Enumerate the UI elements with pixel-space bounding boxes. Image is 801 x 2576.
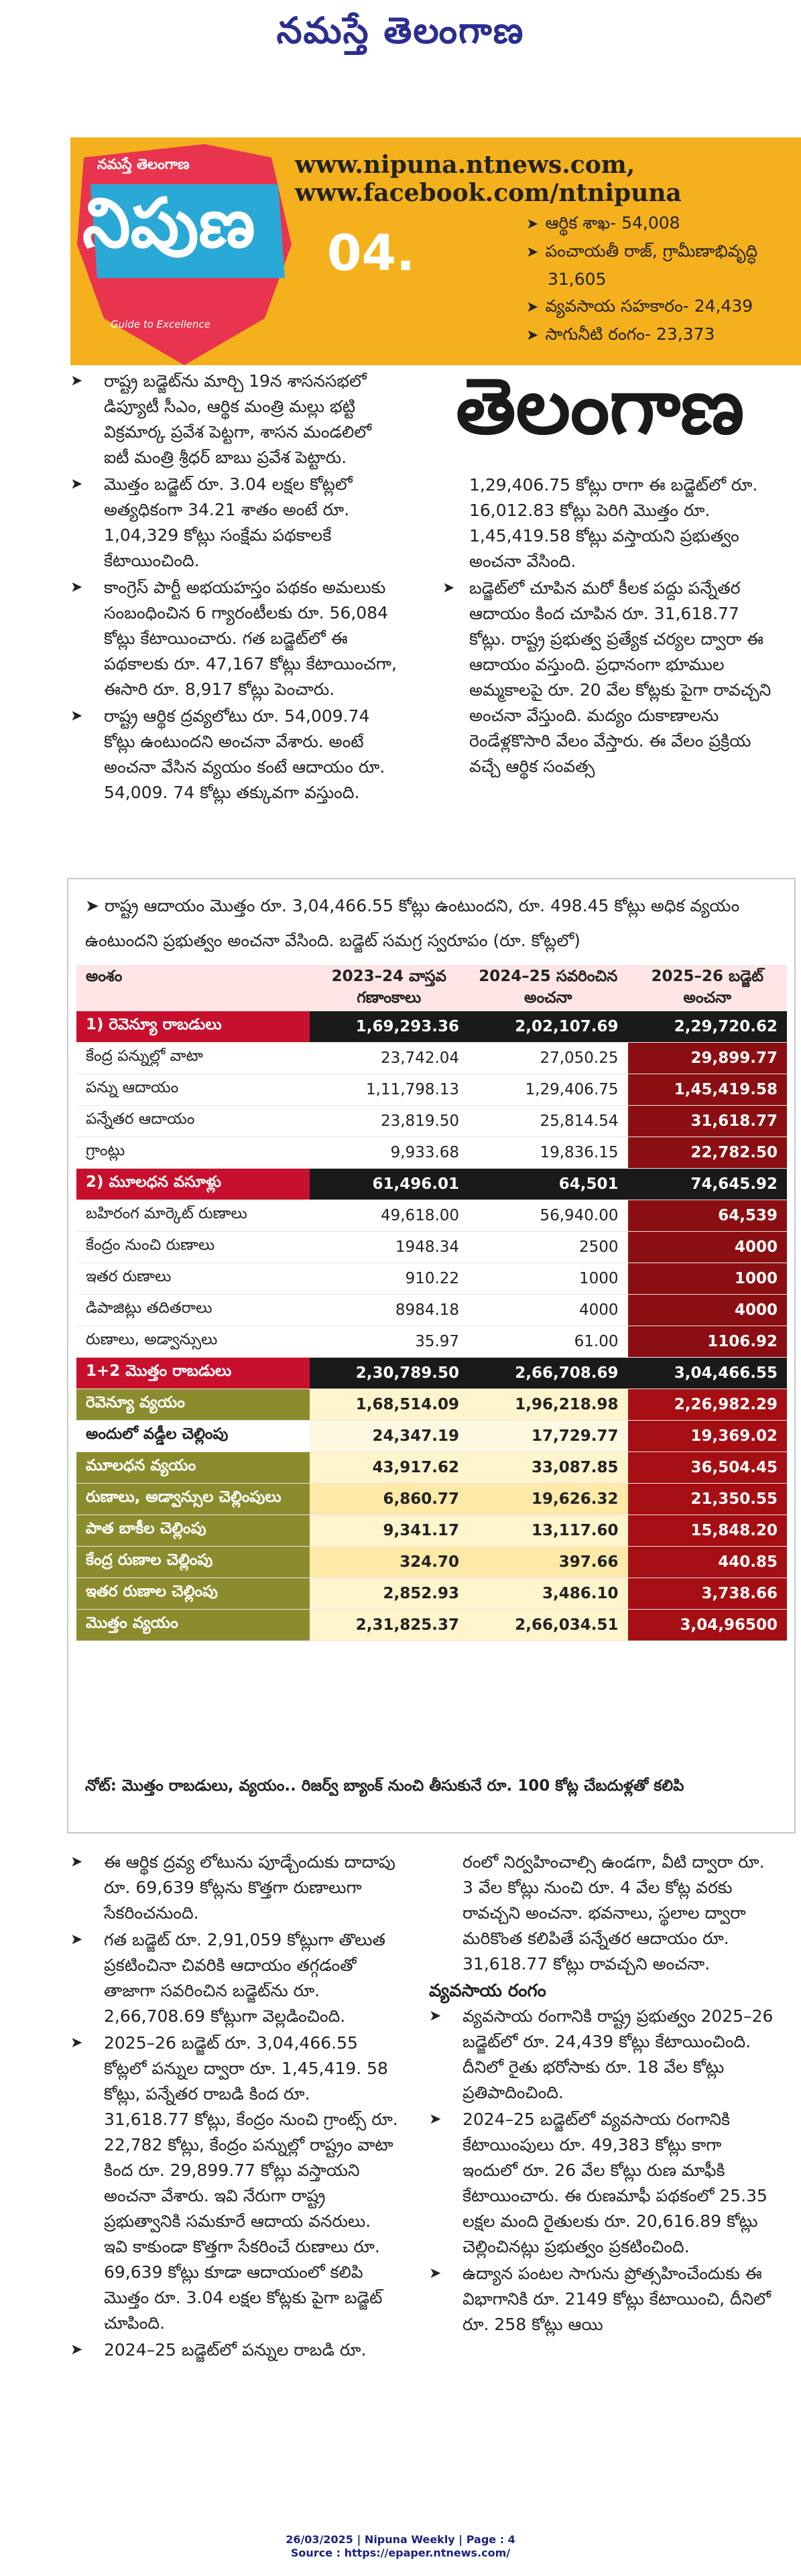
cell-value: 2,852.93 [310, 1578, 469, 1610]
facebook-url[interactable]: www.facebook.com/ntnipuna [295, 179, 682, 207]
table-row [76, 1515, 787, 1547]
table-row [76, 1106, 787, 1137]
paragraph: ➤ వ్యవసాయ రంగానికి రాష్ట్ర ప్రభుత్వం 2025–26 బడ్జెట్‌లో రూ. 24,439 కోట్లు కేటాయించింది. దీనిలో రైతు భరోసాకు రూ. 18 వేల కోట్లు ప్రతిపాదించింది. [429, 2004, 778, 2106]
cell-value: 1,29,406.75 [469, 1074, 627, 1106]
cell-value: 2500 [469, 1232, 627, 1263]
cell-value: 397.66 [469, 1547, 627, 1578]
budget-table [76, 965, 787, 1641]
cell-value: 23,742.04 [310, 1043, 469, 1074]
paragraph: ➤ 2024–25 బడ్జెట్‌లో పన్నుల రాబడి రూ. [70, 2337, 399, 2363]
cell-value: 4000 [628, 1295, 787, 1326]
paragraph: 1,29,406.75 కోట్లు రాగా ఈ బడ్జెట్‌లో రూ. 16,012.83 కోట్లు పెరిగి మొత్తం రూ. 1,45,419.58 కోట్లు వస్తాయని ప్రభుత్వం అంచనా వేసింది. [469, 475, 758, 571]
cell-value: 61,496.01 [310, 1169, 469, 1200]
issue-number: 04. [327, 224, 416, 282]
table-note: నోట్: మొత్తం రాబడులు, వ్యయం.. రిజర్వ్ బ్యాంక్ నుంచి తీసుకునే రూ. 100 కోట్ల చేబదుళ్లతో కలిపి [85, 1777, 684, 1795]
cell-value: 19,626.32 [469, 1484, 627, 1515]
cell-value: 25,814.54 [469, 1106, 627, 1137]
table-row [76, 1137, 787, 1169]
cell-value: 9,341.17 [310, 1515, 469, 1547]
row-label: కేంద్ర పన్నుల్లో వాటా [76, 1043, 310, 1074]
arrow-bullet-icon: ➤ [70, 373, 83, 389]
paragraph: ➤ ఈ ఆర్థిక ద్రవ్య లోటును పూడ్చేందుకు దాదాపు రూ. 69,639 కోట్లను కొత్తగా రుణాలుగా సేకరించనుంది. [70, 1850, 399, 1926]
table-row [76, 1263, 787, 1295]
paragraph: ➤ మొత్తం బడ్జెట్ రూ. 3.04 లక్షల కోట్లలో అత్యధికంగా 34.21 శాతం అంటే రూ. 1,04,329 కోట్లు సంక్షేమ పథకాలకే కేటాయించింది. [70, 472, 399, 574]
table-row [76, 1578, 787, 1610]
table-row [76, 1200, 787, 1232]
badge-top-text: నమస్తే తెలంగాణ [97, 156, 190, 172]
row-label: రుణాలు, అడ్వాన్సుల చెల్లింపులు [76, 1484, 310, 1515]
section-heading: వ్యవసాయ రంగం [429, 1981, 546, 2001]
row-label: కేంద్రం నుంచి రుణాలు [76, 1232, 310, 1263]
cell-value: 56,940.00 [469, 1200, 627, 1232]
arrow-bullet-icon: ➤ [70, 2341, 83, 2358]
cell-value: 64,539 [628, 1200, 787, 1232]
cell-value: 1000 [469, 1263, 627, 1295]
cell-value: 36,504.45 [628, 1452, 787, 1484]
cell-value: 74,645.92 [628, 1169, 787, 1200]
banner-urls [295, 151, 682, 207]
cell-value: 324.70 [310, 1547, 469, 1578]
paragraph: ➤ కాంగ్రెస్ పార్టీ అభయహస్తం పథకం అమలుకు సంబంధించిన 6 గ్యారంటీలకు రూ. 56,084 కోట్లు కేటాయించారు. గత బడ్జెట్‌లో ఈ పథకాలకు రూ. 47,167 కోట్లు కేటాయించగా, ఈసారి రూ. 8,917 కోట్లు పెంచారు. [70, 575, 399, 702]
cell-value: 1,45,419.58 [628, 1074, 787, 1106]
cell-value: 2,31,825.37 [310, 1610, 469, 1641]
arrow-bullet-icon: ➤ [429, 2265, 442, 2282]
cell-value: 2,26,982.29 [628, 1389, 787, 1421]
cell-value: 910.22 [310, 1263, 469, 1295]
arrow-bullet-icon: ➤ [429, 2008, 442, 2024]
masthead [0, 0, 801, 60]
arrow-bullet-icon: ➤ [70, 1931, 83, 1948]
cell-value: 49,618.00 [310, 1200, 469, 1232]
cell-value: 440.85 [628, 1547, 787, 1578]
cell-value: 8984.18 [310, 1295, 469, 1326]
right-column-top [442, 472, 778, 781]
table-row [76, 1043, 787, 1074]
table-row [76, 1389, 787, 1421]
table-row [76, 1074, 787, 1106]
budget-table-box [67, 878, 796, 1833]
cell-value: 4000 [628, 1232, 787, 1263]
row-label: 1) రెవెన్యూ రాబడులు [76, 1011, 310, 1043]
table-row [76, 1232, 787, 1263]
allocation-item: ➤ సాగునీటి రంగం- 23,373 [526, 324, 715, 344]
cell-value: 1,11,798.13 [310, 1074, 469, 1106]
footer-source-line[interactable]: Source : https://epaper.ntnews.com/ [290, 2547, 511, 2559]
cell-value: 1948.34 [310, 1232, 469, 1263]
arrow-bullet-icon: ➤ [70, 579, 83, 596]
paragraph: ➤ 2025–26 బడ్జెట్ రూ. 3,04,466.55 కోట్లలో పన్నుల ద్వారా రూ. 1,45,419. 58 కోట్లు, పన్నేతర రాబడి కింద రూ. 31,618.77 కోట్లు, కేంద్రం నుంచి గ్రాంట్స్ రూ. 22,782 కోట్లు, కేంద్రం పన్నుల్లో రాష్ట్రం వాటా కింద రూ. 29,899.77 కోట్లు వస్తాయని అంచనా వేశారు. ఇవి నేరుగా రాష్ట్ర ప్రభుత్వానికి సమకూరే ఆదాయ వనరులు. ఇవి కాకుండా కొత్తగా సేకరించే రుణాలు రూ. 69,639 కోట్లు కూడా ఆదాయంలో కలిపి మొత్తం రూ. 3.04 లక్షల కోట్లకు పైగా బడ్జెట్ చూపింది. [70, 2031, 399, 2336]
row-label: పాత బాకీల చెల్లింపు [76, 1515, 310, 1547]
allocation-item: ➤ వ్యవసాయ సహకారం- 24,439 [526, 296, 753, 316]
cell-value: 29,899.77 [628, 1043, 787, 1074]
row-label: డిపాజిట్లు తదితరాలు [76, 1295, 310, 1326]
cell-value: 3,486.10 [469, 1578, 627, 1610]
badge-main-text: నిపుణ [82, 183, 255, 263]
paragraph: ➤ గత బడ్జెట్ రూ. 2,91,059 కోట్లుగా తొలుత ప్రకటించినా చివరికి ఆదాయం తగ్గడంతో తాజాగా సవరించిన బడ్జెట్‌ను రూ. 2,66,708.69 కోట్లుగా వెల్లడించింది. [70, 1927, 399, 2029]
badge-tagline: Guide to Excellence [111, 318, 211, 330]
cell-value: 1,69,293.36 [310, 1011, 469, 1043]
cell-value: 31,618.77 [628, 1106, 787, 1137]
table-row [76, 1169, 787, 1200]
table-row [76, 1547, 787, 1578]
row-label: పన్ను ఆదాయం [76, 1074, 310, 1106]
table-row [76, 1610, 787, 1641]
page-footer [0, 2533, 801, 2560]
left-column-top [70, 369, 399, 807]
table-row [76, 1421, 787, 1452]
cell-value: 3,04,96500 [628, 1610, 787, 1641]
cell-value: 1106.92 [628, 1326, 787, 1358]
row-label: 2) మూలధన వసూళ్లు [76, 1169, 310, 1200]
row-label: కేంద్ర రుణాల చెల్లింపు [76, 1547, 310, 1578]
col-header-item: అంశం [76, 965, 310, 1011]
table-row [76, 1326, 787, 1358]
arrow-bullet-icon: ➤ [70, 2035, 83, 2051]
left-column-bottom [70, 1850, 399, 2364]
arrow-bullet-icon: ➤ [442, 580, 455, 596]
paragraph: ➤ రాష్ట్ర ఆర్థిక ద్రవ్యలోటు రూ. 54,009.74 కోట్లు ఉంటుందని అంచనా వేశారు. అంటే అంచనా వేసిన వ్యయం కంటే ఆదాయం రూ. 54,009. 74 కోట్లు తక్కువగా వస్తుంది. [70, 704, 399, 806]
cell-value: 17,729.77 [469, 1421, 627, 1452]
cell-value: 15,848.20 [628, 1515, 787, 1547]
paragraph: ➤ బడ్జెట్‌లో చూపిన మరో కీలక పద్దు పన్నేతర ఆదాయం కింద చూపిన రూ. 31,618.77 కోట్లు. రాష్ట్ర ప్రభుత్వ ప్రత్యేక చర్యల ద్వారా ఈ ఆదాయం వస్తుంది. ప్రధానంగా భూముల అమ్మకాలపై రూ. 20 వేల కోట్లకు పైగా రావచ్చని అంచనా వేస్తుంది. మద్యం దుకాణాలను రెండేళ్లకొసారి వేలం వేస్తారు. ఈ వేలం ప్రక్రియ వచ్చే ఆర్థిక సంవత్స [442, 576, 778, 779]
table-header-row [76, 965, 787, 1011]
cell-value: 9,933.68 [310, 1137, 469, 1169]
row-label: బహిరంగ మార్కెట్ రుణాలు [76, 1200, 310, 1232]
row-label: ఇతర రుణాలు [76, 1263, 310, 1295]
arrow-bullet-icon: ➤ [70, 1854, 83, 1870]
row-label: 1+2 మొత్తం రాబడులు [76, 1358, 310, 1389]
arrow-bullet-icon: ➤ [70, 476, 83, 493]
table-row [76, 1295, 787, 1326]
row-label: ఇతర రుణాల చెల్లింపు [76, 1578, 310, 1610]
cell-value: 13,117.60 [469, 1515, 627, 1547]
row-label: రెవెన్యూ వ్యయం [76, 1389, 310, 1421]
cell-value: 3,738.66 [628, 1578, 787, 1610]
cell-value: 3,04,466.55 [628, 1358, 787, 1389]
arrow-bullet-icon: ➤ [526, 244, 539, 261]
right-column-bottom [429, 1850, 778, 2339]
cell-value: 22,782.50 [628, 1137, 787, 1169]
arrow-bullet-icon: ➤ [526, 327, 539, 344]
cell-value: 2,29,720.62 [628, 1011, 787, 1043]
arrow-bullet-icon: ➤ [429, 2111, 442, 2128]
cell-value: 23,819.50 [310, 1106, 469, 1137]
table-row [76, 1452, 787, 1484]
allocation-item: 31,605 [548, 269, 607, 289]
cell-value: 35.97 [310, 1326, 469, 1358]
article-title: తెలంగాణ [456, 362, 745, 452]
website-url[interactable]: www.nipuna.ntnews.com, [295, 151, 635, 179]
col-header-2024: 2024–25 సవరించిన అంచనా [469, 965, 627, 1011]
table-row [76, 1358, 787, 1389]
cell-value: 33,087.85 [469, 1452, 627, 1484]
masthead-title: నమస్తే తెలంగాణ [276, 9, 525, 52]
table-intro: ➤ రాష్ట్ర ఆదాయం మొత్తం రూ. 3,04,466.55 కోట్లు ఉంటుందని, రూ. 498.45 కోట్లు అధిక వ్యయం ఉంటుందని ప్రభుత్వం అంచనా వేసింది. బడ్జెట్ సమగ్ర స్వరూపం (రూ. కోట్లలో) [85, 896, 740, 950]
cell-value: 1,96,218.98 [469, 1389, 627, 1421]
cell-value: 2,66,708.69 [469, 1358, 627, 1389]
paragraph: రంలో నిర్వహించాల్సి ఉండగా, వీటి ద్వారా రూ. 3 వేల కోట్లు నుంచి రూ. 4 వేల కోట్ల వరకు రావచ్చని అంచనా. భవనాలు, స్థలాల ద్వారా మరికొంత కలిపితే పన్నేతర ఆదాయం రూ. 31,618.77 కోట్లు రావచ్చని అంచనా. [463, 1852, 765, 1974]
allocation-item: ➤ ఆర్థిక శాఖ- 54,008 [526, 213, 680, 233]
cell-value: 19,836.15 [469, 1137, 627, 1169]
arrow-bullet-icon: ➤ [70, 708, 83, 724]
cell-value: 2,30,789.50 [310, 1358, 469, 1389]
footer-date-line: 26/03/2025 | Nipuna Weekly | Page : 4 [286, 2533, 515, 2546]
cell-value: 4000 [469, 1295, 627, 1326]
cell-value: 64,501 [469, 1169, 627, 1200]
cell-value: 6,860.77 [310, 1484, 469, 1515]
cell-value: 21,350.55 [628, 1484, 787, 1515]
cell-value: 19,369.02 [628, 1421, 787, 1452]
col-header-2023: 2023–24 వాస్తవ గణాంకాలు [310, 965, 469, 1011]
row-label: అందులో వడ్డీల చెల్లింపు [76, 1421, 310, 1452]
col-header-2025: 2025–26 బడ్జెట్ అంచనా [628, 965, 787, 1011]
paragraph: ➤ రాష్ట్ర బడ్జెట్‌ను మార్చి 19న శాసనసభలో డిప్యూటీ సీఎం, ఆర్థిక మంత్రి మల్లు భట్టి విక్రమార్క ప్రవేశ పెట్టగా, శాసన మండలిలో ఐటీ మంత్రి శ్రీధర్ బాబు ప్రవేశ పెట్టారు. [70, 369, 399, 470]
row-label: రుణాలు, అడ్వాన్సులు [76, 1326, 310, 1358]
nipuna-banner [70, 137, 801, 365]
paragraph: ➤ ఉద్యాన పంటల సాగును ప్రోత్సహించేందుకు ఈ విభాగానికి రూ. 2149 కోట్లు కేటాయించి, దీనిలో రూ. 258 కోట్లు ఆయి [429, 2261, 778, 2337]
row-label: మూలధన వ్యయం [76, 1452, 310, 1484]
row-label: గ్రాంట్లు [76, 1137, 310, 1169]
arrow-bullet-icon: ➤ [526, 299, 539, 316]
table-row [76, 1484, 787, 1515]
row-label: మొత్తం వ్యయం [76, 1610, 310, 1641]
allocation-list [526, 210, 801, 349]
cell-value: 27,050.25 [469, 1043, 627, 1074]
paragraph: ➤ 2024–25 బడ్జెట్‌లో వ్యవసాయ రంగానికి కేటాయింపులు రూ. 49,383 కోట్లు కాగా ఇందులో రూ. 26 వేల కోట్లు రుణ మాఫీకి కేటాయించారు. ఈ రుణమాఫీ పథకంలో 25.35 లక్షల మంది రైతులకు రూ. 20,616.89 కోట్లు చెల్లించినట్లు ప్రభుత్వం ప్రకటించింది. [429, 2107, 778, 2260]
cell-value: 2,66,034.51 [469, 1610, 627, 1641]
table-row [76, 1011, 787, 1043]
cell-value: 24,347.19 [310, 1421, 469, 1452]
row-label: పన్నేతర ఆదాయం [76, 1106, 310, 1137]
cell-value: 1000 [628, 1263, 787, 1295]
cell-value: 61.00 [469, 1326, 627, 1358]
arrow-bullet-icon: ➤ [85, 896, 105, 915]
arrow-bullet-icon: ➤ [526, 216, 539, 233]
allocation-item: ➤ పంచాయతీ రాజ్, గ్రామీణాభివృద్ధి [526, 241, 758, 261]
cell-value: 1,68,514.09 [310, 1389, 469, 1421]
cell-value: 2,02,107.69 [469, 1011, 627, 1043]
cell-value: 43,917.62 [310, 1452, 469, 1484]
